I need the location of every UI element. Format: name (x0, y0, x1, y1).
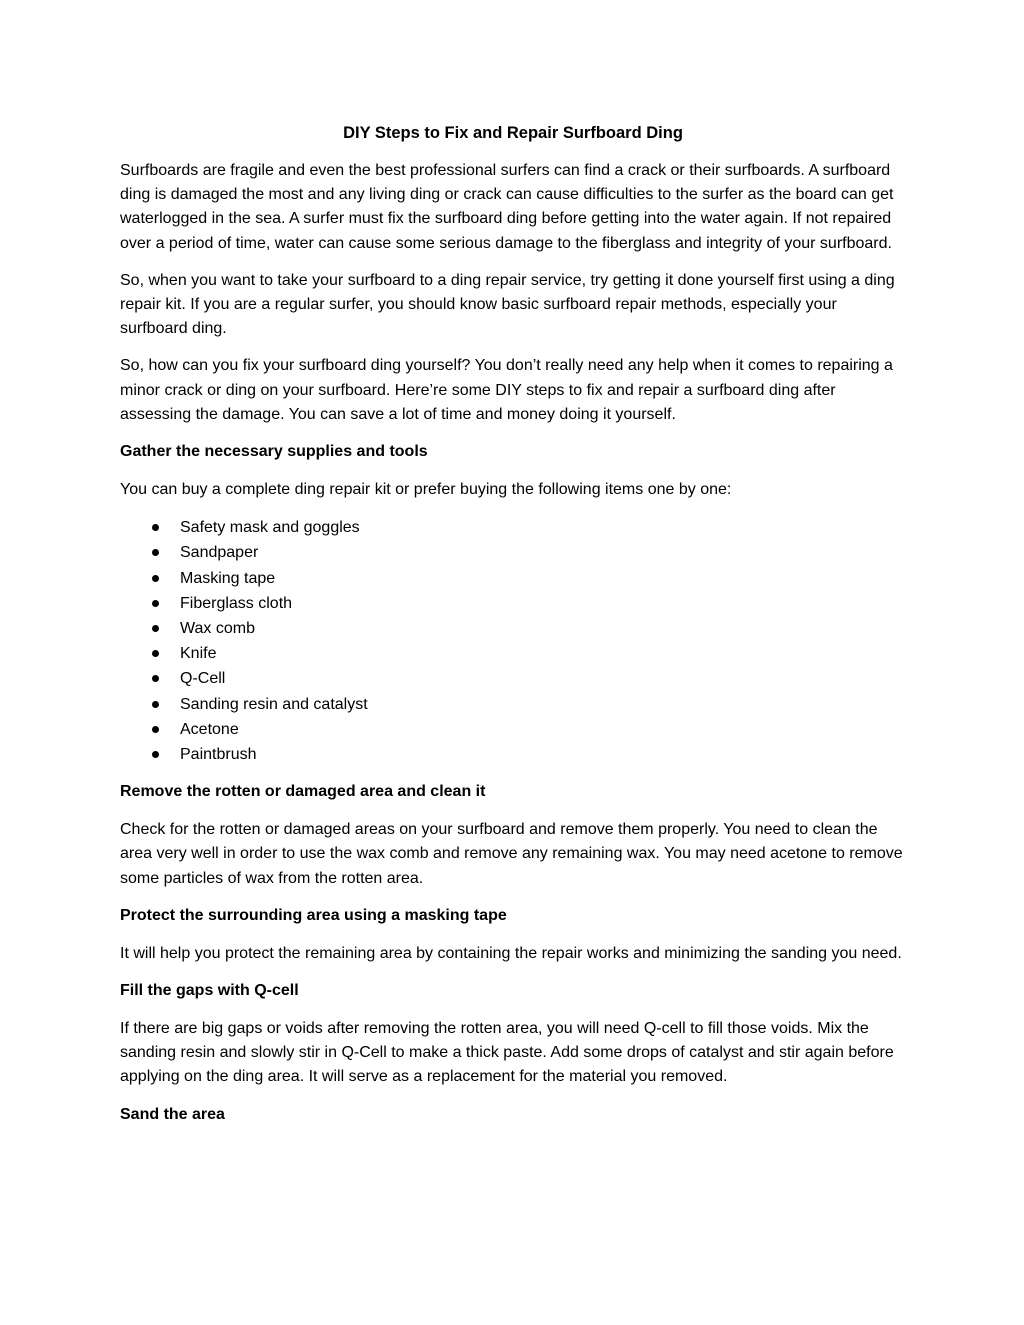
section-paragraph-fill: If there are big gaps or voids after removing the rotten area, you will need Q-cell to fill those voids. Mix the sanding resin and slowly stir in Q-Cell to make a thick paste. Add some drops of catalyst and stir again before applying on the ding area. It will serve as a replacement for the material you removed. (120, 1020, 894, 1086)
list-item-label: Sandpaper (180, 544, 259, 562)
document-page (120, 121, 906, 1141)
bullet-icon (152, 701, 159, 708)
section-paragraph-remove: Check for the rotten or damaged areas on your surfboard and remove them properly. You need to clean the area very well in order to use the wax comb and remove any remaining wax. You may need acetone to remove some particles of wax from the rotten area. (120, 821, 903, 887)
section-paragraph-protect: It will help you protect the remaining area by containing the repair works and minimizing the sanding you need. (120, 944, 902, 962)
list-item (120, 540, 906, 565)
section-heading-remove: Remove the rotten or damaged area and clean it (120, 783, 486, 801)
list-item-label: Knife (180, 645, 217, 663)
bullet-icon (152, 650, 159, 657)
section-heading-fill: Fill the gaps with Q-cell (120, 982, 299, 1000)
list-item (120, 616, 906, 641)
intro-paragraph: Surfboards are fragile and even the best professional surfers can find a crack or their surfboards. A surfboard ding is damaged the most and any living ding or crack can cause difficulties to the surfer as the board can get waterlogged in the sea. A surfer must fix the surfboard ding before getting into the water again. If not repaired over a period of time, water can cause some serious damage to the fiberglass and integrity of your surfboard. (120, 162, 894, 252)
list-item-label: Masking tape (180, 569, 276, 587)
intro-paragraph: So, how can you fix your surfboard ding yourself? You don’t really need any help when it comes to repairing a minor crack or ding on your surfboard. Here’re some DIY steps to fix and repair a surfboard ding after assessing the damage. You can save a lot of time and money doing it yourself. (120, 357, 893, 423)
section-heading-sand: Sand the area (120, 1105, 225, 1123)
list-item-label: Fiberglass cloth (180, 594, 293, 612)
list-item-label: Q-Cell (180, 670, 226, 688)
intro-paragraph: So, when you want to take your surfboard to a ding repair service, try getting it done yourself first using a ding repair kit. If you are a regular surfer, you should know basic surfboard repair methods, especially your surfboard ding. (120, 271, 895, 338)
bullet-icon (152, 549, 159, 556)
bullet-icon (152, 751, 159, 758)
list-item (120, 591, 906, 616)
list-item-label: Acetone (180, 720, 239, 738)
document-title: DIY Steps to Fix and Repair Surfboard Ding (343, 124, 683, 142)
list-item (120, 717, 906, 742)
list-item (120, 566, 906, 591)
list-item (120, 692, 906, 717)
section-paragraph-supplies: You can buy a complete ding repair kit or prefer buying the following items one by one: (120, 481, 732, 499)
bullet-icon (152, 600, 159, 607)
section-heading-protect: Protect the surrounding area using a masking tape (120, 906, 507, 924)
list-item-label: Safety mask and goggles (180, 519, 360, 537)
list-item-label: Sanding resin and catalyst (180, 695, 368, 713)
list-item (120, 515, 906, 540)
supplies-list (120, 515, 906, 767)
section-heading-supplies: Gather the necessary supplies and tools (120, 443, 428, 461)
bullet-icon (152, 675, 159, 682)
list-item-label: Wax comb (180, 620, 255, 638)
bullet-icon (152, 726, 159, 733)
list-item (120, 742, 906, 767)
list-item (120, 641, 906, 666)
bullet-icon (152, 575, 159, 582)
list-item-label: Paintbrush (180, 746, 257, 764)
bullet-icon (152, 524, 159, 531)
bullet-icon (152, 625, 159, 632)
list-item (120, 666, 906, 691)
